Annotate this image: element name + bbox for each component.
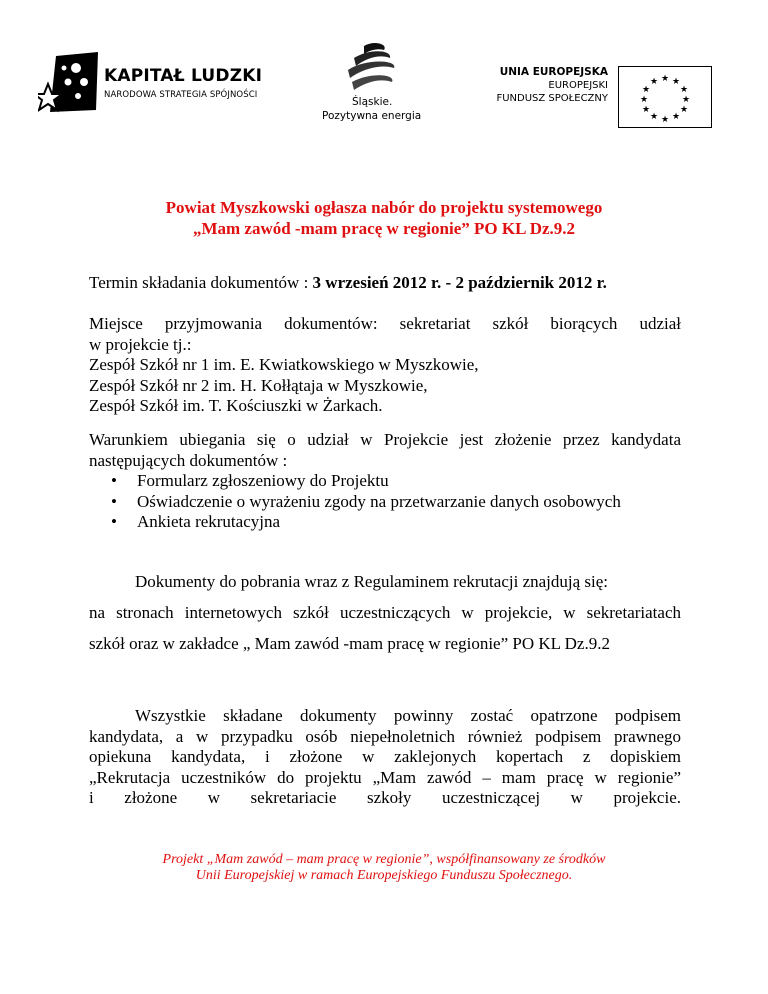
docs-line3: opiekuna kandydata, i złożone w zaklejonych kopertach z dopiskiem (89, 747, 681, 766)
svg-text:★: ★ (639, 95, 649, 105)
bullet-icon: • (111, 491, 117, 511)
place-line2: w projekcie tj.: (89, 334, 192, 354)
downloads-line2: na stronach internetowych szkół uczestniczących w projekcie, w sekretariatach (89, 603, 681, 622)
kapital-ludzki-emblem-icon (38, 48, 100, 118)
condition-line2: następujących dokumentów : (89, 450, 288, 470)
school-3: Zespół Szkół im. T. Kościuszki w Żarkach. (89, 396, 383, 415)
footer-line2: Unii Europejskiej w ramach Europejskiego Funduszu Społecznego. (195, 868, 573, 883)
school-2: Zespół Szkół nr 2 im. H. Kołłątaja w Myszkowie, (89, 375, 428, 395)
announcement-title (0, 197, 768, 239)
downloads-line1: Dokumenty do pobrania wraz z Regulaminem rekrutacji znajdują się: (135, 572, 609, 591)
title-line1: Powiat Myszkowski ogłasza nabór do projektu systemowego (165, 198, 603, 217)
condition-paragraph (89, 430, 681, 471)
kapital-ludzki-subtitle: NARODOWA STRATEGIA SPÓJNOŚCI (104, 90, 258, 100)
list-item (111, 492, 689, 513)
svg-text:★: ★ (671, 77, 681, 87)
svg-text:★: ★ (641, 85, 651, 95)
svg-text:★: ★ (660, 115, 670, 125)
slaskie-wave-icon (344, 40, 404, 92)
svg-text:★: ★ (649, 112, 659, 122)
svg-text:★: ★ (641, 105, 651, 115)
list-item (111, 512, 689, 533)
eu-line1: UNIA EUROPEJSKA (499, 66, 608, 78)
eu-logo (490, 66, 725, 126)
slaskie-logo (316, 40, 436, 125)
slaskie-name: Śląskie. (352, 96, 393, 108)
deadline-value: 3 wrzesień 2012 r. - 2 październik 2012 r. (312, 273, 607, 292)
place-paragraph (89, 314, 681, 417)
svg-text:★: ★ (649, 77, 659, 87)
eu-logo-text (496, 66, 608, 105)
deadline-label: Termin składania dokumentów : (89, 273, 313, 292)
footer-line1: Projekt „Mam zawód – mam pracę w regionie”, współfinansowany ze środków (162, 852, 606, 867)
list-item-label: Ankieta rekrutacyjna (137, 512, 281, 531)
project-footer (0, 852, 768, 884)
documents-paragraph (89, 706, 681, 809)
required-documents-list (89, 471, 689, 533)
svg-text:★: ★ (679, 105, 689, 115)
eu-line3: FUNDUSZ SPOŁECZNY (496, 93, 608, 104)
kapital-ludzki-logo (38, 48, 268, 118)
eu-line2: EUROPEJSKI (548, 80, 608, 91)
list-item-label: Formularz zgłoszeniowy do Projektu (137, 471, 389, 490)
slaskie-slogan: Pozytywna energia (322, 110, 422, 122)
condition-line1: Warunkiem ubiegania się o udział w Projekcie jest złożenie przez kandydata (89, 430, 681, 449)
svg-text:★: ★ (660, 74, 670, 84)
bullet-icon: • (111, 471, 117, 490)
list-item (111, 471, 689, 492)
bullet-icon: • (111, 512, 117, 531)
kapital-ludzki-title: KAPITAŁ LUDZKI (104, 66, 263, 86)
svg-text:★: ★ (679, 85, 689, 95)
eu-flag-icon (618, 66, 712, 128)
school-1: Zespół Szkół nr 1 im. E. Kwiatkowskiego w Myszkowie, (89, 355, 479, 374)
docs-line4: „Rekrutacja uczestników do projektu „Mam zawód – mam pracę w regionie” (89, 767, 681, 787)
downloads-line3: szkół oraz w zakładce „ Mam zawód -mam pracę w regionie” PO KL Dz.9.2 (89, 634, 610, 653)
docs-line1: Wszystkie składane dokumenty powinny zostać opatrzone podpisem (135, 706, 681, 725)
deadline-paragraph (89, 273, 681, 294)
place-line1: Miejsce przyjmowania dokumentów: sekretariat szkół biorących udział (89, 314, 681, 333)
list-item-label: Oświadczenie o wyrażeniu zgody na przetwarzanie danych osobowych (137, 491, 621, 511)
svg-text:★: ★ (681, 95, 691, 105)
docs-line2: kandydata, a w przypadku osób niepełnoletnich również podpisem prawnego (89, 726, 681, 746)
title-line2: „Mam zawód -mam pracę w regionie” PO KL Dz.9.2 (192, 219, 576, 238)
docs-line5: i złożone w sekretariacie szkoły uczestniczącej w projekcie. (89, 788, 681, 807)
svg-text:★: ★ (671, 112, 681, 122)
